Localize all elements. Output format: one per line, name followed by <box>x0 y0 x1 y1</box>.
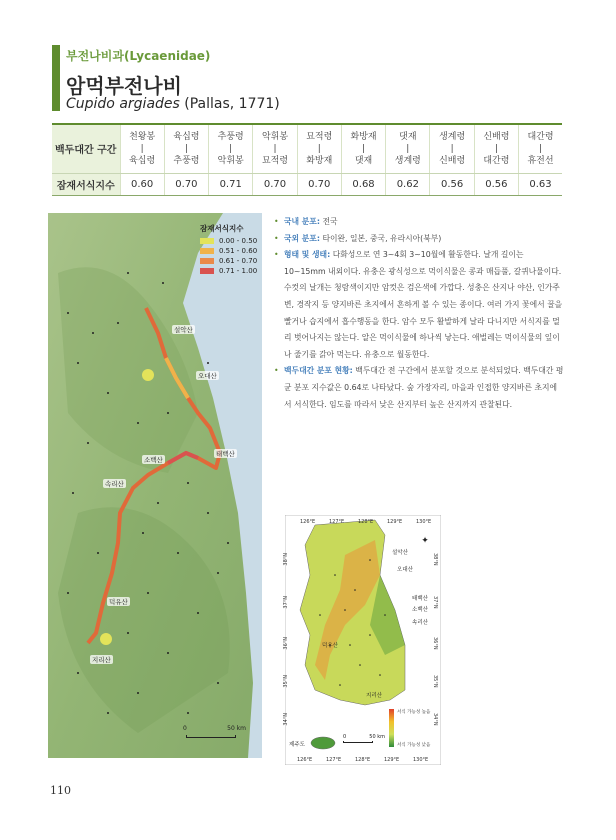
page-number: 110 <box>50 784 71 797</box>
scientific-name <box>66 96 280 112</box>
small-label-taebaek: 태백산 <box>412 596 428 602</box>
family-label: 부전나비과(Lycaenidae) <box>66 49 211 63</box>
deg-bottom: 127°E <box>326 757 342 763</box>
index-value: 0.63 <box>519 173 562 195</box>
deg-right: 37°N <box>432 596 438 609</box>
deg-bottom: 126°E <box>297 757 313 763</box>
scientific-binomial: Cupido argiades <box>66 96 180 112</box>
segment-cell: 악휘봉 | 묘적령 <box>253 124 297 173</box>
small-label-odae: 오대산 <box>397 567 413 573</box>
deg-left: 37°N <box>283 596 289 609</box>
segment-cell: 댓재 | 생계령 <box>386 124 430 173</box>
deg-top: 126°E <box>300 519 316 525</box>
small-label-jeju: 제주도 <box>289 742 305 748</box>
index-row <box>52 173 562 195</box>
legend-item: 0.61 - 0.70 <box>200 257 257 265</box>
deg-right: 35°N <box>432 675 438 688</box>
map-label-sobaek: 소백산 <box>144 456 163 464</box>
deg-right: 38°N <box>432 553 438 566</box>
segment-cell: 화방재 | 댓재 <box>341 124 385 173</box>
deg-left: 34°N <box>283 713 289 726</box>
map-label-jiri: 지리산 <box>92 656 111 664</box>
legend-high: 서식 가능성 높음 <box>397 710 431 715</box>
index-value: 0.70 <box>297 173 341 195</box>
index-value: 0.56 <box>430 173 474 195</box>
terrain-map-image <box>48 213 262 758</box>
info-overseas: • 국외 분포: 타이완, 일본, 중국, 유라시아(북부) <box>272 231 564 248</box>
small-label-jiri: 지리산 <box>366 693 382 699</box>
index-value: 0.60 <box>120 173 164 195</box>
habitat-legend <box>200 223 257 277</box>
small-label-songni: 속리산 <box>412 620 428 626</box>
deg-right: 36°N <box>432 637 438 650</box>
index-value: 0.70 <box>164 173 208 195</box>
legend-item: 0.71 - 1.00 <box>200 267 257 275</box>
segment-row <box>52 124 562 173</box>
info-distribution: • 백두대간 분포 현황: 백두대간 전 구간에서 분포할 것으로 분석되었다. 백두대간 평균 분포 지수값은 0.64로 나타났다. 숲 가장자리, 마을과 인접한 양지바른 초지에서 서식한다. 임도를 따라서 낮은 산지부터 높은 산지까지 관찰된다. <box>272 363 564 413</box>
habitat-index-table <box>52 123 562 196</box>
index-value: 0.70 <box>253 173 297 195</box>
map-label-taebaek: 태백산 <box>216 450 235 458</box>
deg-top: 128°E <box>358 519 374 525</box>
deg-right: 34°N <box>432 713 438 726</box>
segment-cell: 천왕봉 | 육십령 <box>120 124 164 173</box>
scientific-author: (Pallas, 1771) <box>184 96 280 112</box>
baekdudaegan-habitat-map <box>48 213 262 758</box>
legend-low: 서식 가능성 낮음 <box>397 743 431 748</box>
info-domestic: • 국내 분포: 전국 <box>272 214 564 231</box>
north-arrow-icon: ✦ <box>421 536 429 546</box>
scale-bar: 0 50 km <box>186 733 236 738</box>
segment-cell: 대간령 | 휴전선 <box>519 124 562 173</box>
segment-cell: 신배령 | 대간령 <box>474 124 518 173</box>
deg-bottom: 129°E <box>384 757 400 763</box>
species-title: 암먹부전나비 <box>66 74 182 98</box>
small-label-deogyu: 덕유산 <box>322 643 338 649</box>
deg-left: 36°N <box>283 637 289 650</box>
segment-cell: 묘적령 | 화방재 <box>297 124 341 173</box>
small-scale-bar: 0 50 km <box>343 734 373 743</box>
map-label-deogyu: 덕유산 <box>109 598 128 606</box>
index-value: 0.62 <box>386 173 430 195</box>
legend-item: 0.00 - 0.50 <box>200 237 257 245</box>
index-value: 0.56 <box>474 173 518 195</box>
segment-cell: 생계령 | 신배령 <box>430 124 474 173</box>
deg-left: 38°N <box>283 553 289 566</box>
deg-top: 130°E <box>416 519 432 525</box>
legend-title: 잠재서식지수 <box>200 224 244 233</box>
segment-cell: 육십령 | 추풍령 <box>164 124 208 173</box>
small-label-sobaek: 소백산 <box>412 607 428 613</box>
deg-bottom: 130°E <box>413 757 429 763</box>
index-header: 잠재서식지수 <box>52 173 120 195</box>
map-label-odae: 오대산 <box>198 372 217 380</box>
likelihood-gradient <box>389 709 394 747</box>
info-morphology: • 형태 및 생태: 다화성으로 연 3~4회 3~10월에 활동한다. 날개 길이는 10~15mm 내외이다. 유충은 광식성으로 먹이식물은 콩과 매듭풀, 갈퀴나물이다. 수컷의 날개는 청람색이지만 암컷은 검은색에 가깝다. 성충은 산지나 야산, 인가주변, 경작지 등 양지바른 초지에서 흔하게 볼 수 있는 종이다. 여러 가지 꽃에서 꿀을 빨거나 습지에서 흡수행동을 한다. 암수 모두 활발하게 날라 다니지만 서식지를 멀리 벗어나지는 않는다. 알은 먹이식물에 하나씩 낳는다. 애벌레는 먹이식물의 잎이나 줄기를 갉아 먹는다. 유충으로 월동한다. <box>272 247 564 363</box>
deg-top: 127°E <box>329 519 345 525</box>
segment-header: 백두대간 구간 <box>52 124 120 173</box>
index-value: 0.68 <box>341 173 385 195</box>
deg-top: 129°E <box>387 519 403 525</box>
legend-item: 0.51 - 0.60 <box>200 247 257 255</box>
map-label-songni: 속리산 <box>105 480 124 488</box>
description-text <box>272 214 564 413</box>
deg-bottom: 128°E <box>355 757 371 763</box>
map-label-seorak: 설악산 <box>174 326 193 334</box>
segment-cell: 추풍령 | 악휘봉 <box>209 124 253 173</box>
korea-distribution-map <box>285 515 441 765</box>
jeju-island <box>311 737 335 749</box>
index-value: 0.71 <box>209 173 253 195</box>
small-label-seorak: 설악산 <box>392 550 408 556</box>
deg-left: 35°N <box>283 675 289 688</box>
title-accent-bar <box>52 45 60 111</box>
